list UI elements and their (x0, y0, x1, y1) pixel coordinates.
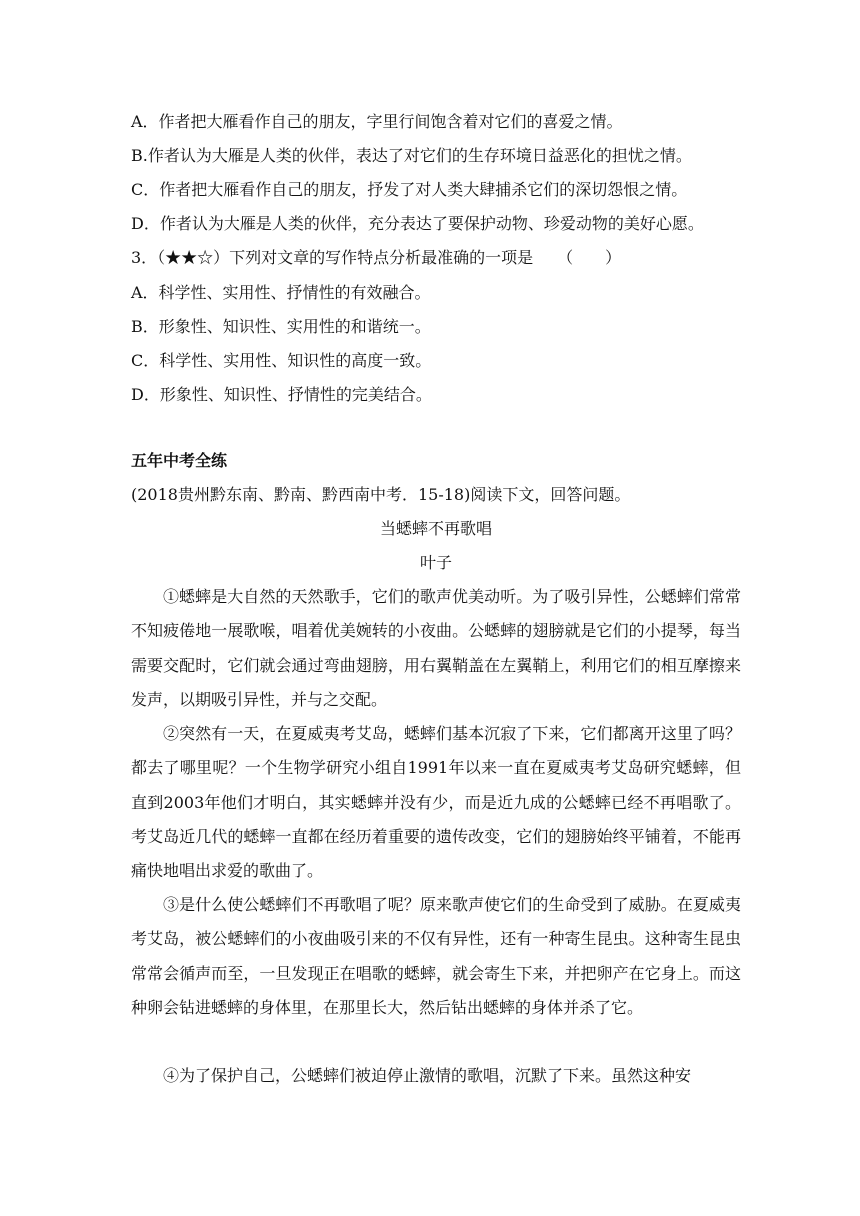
q3-stem: 3．（★★☆）下列对文章的写作特点分析最准确的一项是 （ ） (131, 248, 622, 267)
q3-option-d: D．形象性、知识性、抒情性的完美结合。 (131, 385, 432, 404)
section-heading: 五年中考全练 (131, 451, 228, 470)
q3-option-a: A．科学性、实用性、抒情性的有效融合。 (131, 283, 431, 302)
article-paragraph-4: ④为了保护自己，公蟋蟀们被迫停止激情的歌唱，沉默了下来。虽然这种安 (163, 1066, 692, 1085)
q3-option-c: C．科学性、实用性、知识性的高度一致。 (131, 351, 432, 370)
section-source: (2018贵州黔东南、黔南、黔西南中考．15-18)阅读下文，回答问题。 (131, 485, 631, 504)
article-paragraph-1: ①蟋蟀是大自然的天然歌手，它们的歌声优美动听。为了吸引异性，公蟋蟀们常常不知疲倦地一展歌喉，唱着优美婉转的小夜曲。公蟋蟀的翅膀就是它们的小提琴，每当需要交配时，它们就会通过弯曲翅膀，用右翼鞘盖在左翼鞘上，利用它们的相互摩擦来发声，以期吸引异性，并与之交配。 (131, 587, 741, 709)
q2-option-a: A．作者把大雁看作自己的朋友，字里行间饱含着对它们的喜爱之情。 (131, 112, 623, 131)
article-paragraph-3: ③是什么使公蟋蟀们不再歌唱了呢？原来歌声使它们的生命受到了威胁。在夏威夷考艾岛，被公蟋蟀们的小夜曲吸引来的不仅有异性，还有一种寄生昆虫。这种寄生昆虫常常会循声而至，一旦发现正在唱歌的蟋蟀，就会寄生下来，并把卵产在它身上。而这种卵会钻进蟋蟀的身体里，在那里长大，然后钻出蟋蟀的身体并杀了它。 (131, 895, 741, 1017)
article-author: 叶子 (419, 553, 452, 572)
article-paragraph-2: ②突然有一天，在夏威夷考艾岛，蟋蟀们基本沉寂了下来，它们都离开这里了吗？都去了哪里呢？一个生物学研究小组自1991年以来一直在夏威夷考艾岛研究蟋蟀，但直到2003年他们才明白，其实蟋蟀并没有少，而是近九成的公蟋蟀已经不再唱歌了。考艾岛近几代的蟋蟀一直都在经历着重要的遗传改变，它们的翅膀始终平铺着，不能再痛快地唱出求爱的歌曲了。 (131, 724, 741, 881)
article-title: 当蟋蟀不再歌唱 (379, 519, 492, 538)
q2-option-b: B.作者认为大雁是人类的伙伴，表达了对它们的生存环境日益恶化的担忧之情。 (131, 146, 692, 165)
q3-option-b: B．形象性、知识性、实用性的和谐统一。 (131, 317, 431, 336)
q2-option-d: D．作者认为大雁是人类的伙伴，充分表达了要保护动物、珍爱动物的美好心愿。 (131, 214, 704, 233)
q2-option-c: C．作者把大雁看作自己的朋友，抒发了对人类大肆捕杀它们的深切怨恨之情。 (131, 180, 688, 199)
